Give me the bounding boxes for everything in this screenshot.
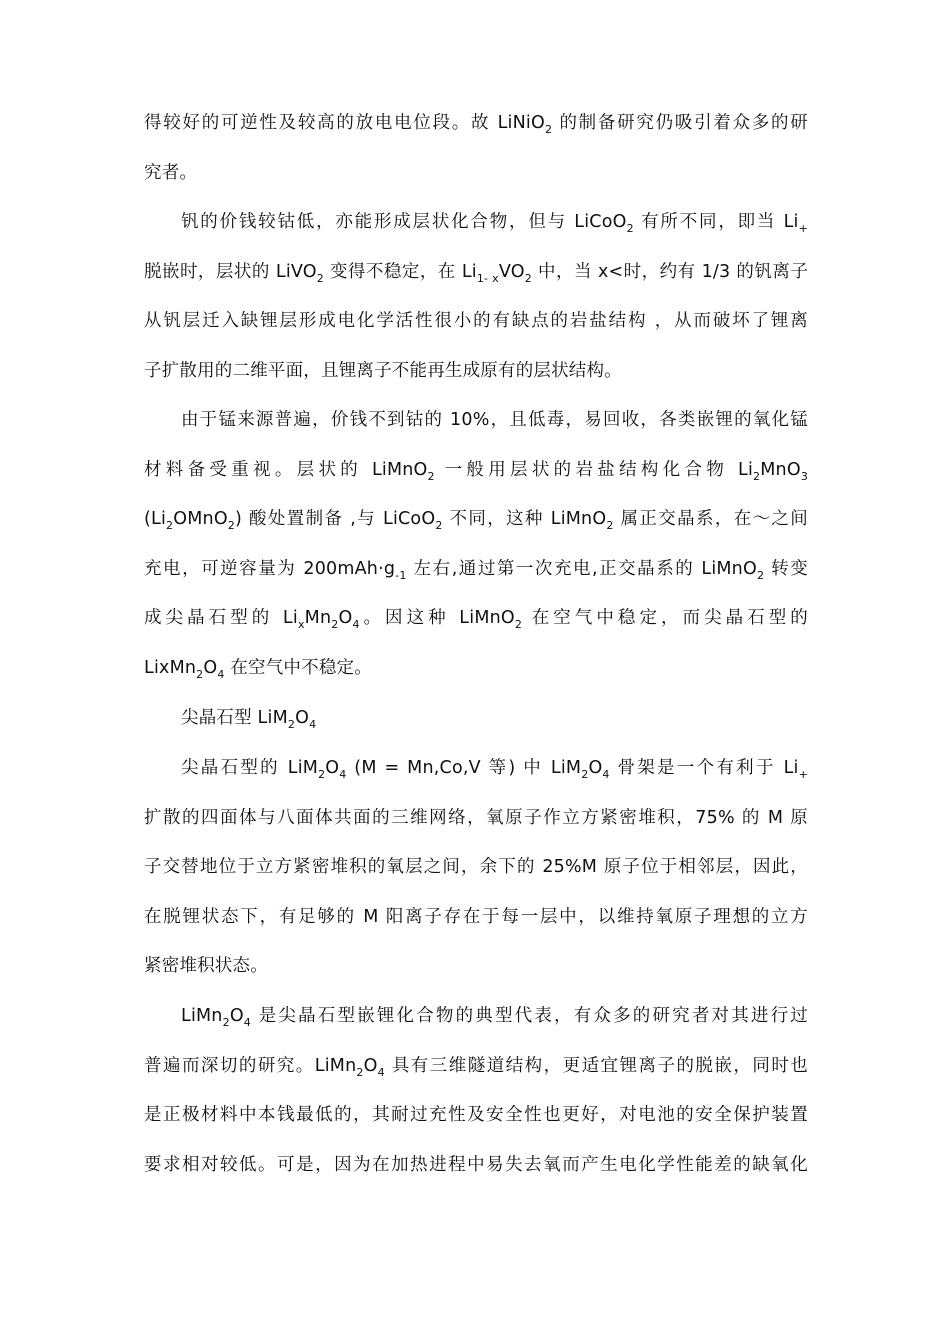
text-line: 钒的价钱较钴低，亦能形成层状化合物，但与 LiCoO$_2$ 有所不同，即当 $Li_+$ (181, 212, 808, 235)
text-line: 得较好的可逆性及较高的放电电位段。故 LiNiO$_2$ 的制备研究仍吸引着众多的研 (144, 113, 808, 136)
paragraph-manganese (144, 396, 808, 694)
text-line: 充电，可逆容量为 $200mAh\cdot g_{-1}$ 左右,通过第一次充电,正交晶系的 LiMnO$_2$ 转变 (144, 558, 808, 582)
text-line: 是正极材料中本钱最低的，其耐过充性及安全性也更好，对电池的安全保护装置 (144, 1105, 808, 1126)
text-line: 尖晶石型的 $LiM_2O_4$ (M = Mn,Co,V 等) 中 $LiM_2O_4$ 骨架是一个有利于 $Li_+$ (181, 758, 808, 781)
text-line: 由于锰来源普遍，价钱不到钴的 10%，且低毒，易回收，各类嵌锂的氧化锰 (181, 410, 808, 430)
paragraph-limn2o4 (144, 992, 808, 1190)
paragraph-spinel-structure (144, 744, 808, 992)
text-line: 脱嵌时，层状的 LiVO$_2$ 变得不稳定，在 $Li_{1- x}VO_2$ 中，当 x<时，约有 1/3 的钒离子 (144, 261, 809, 285)
heading-line: 尖晶石型 $LiM_2O_4$ (181, 708, 317, 731)
paragraph-vanadium (144, 198, 808, 396)
text-line: 究者。 (144, 162, 198, 183)
text-line: 在脱锂状态下，有足够的 M 阳离子存在于每一层中，以维持氧原子理想的立方 (144, 906, 808, 927)
text-line: $LixMn_2O_4$ 在空气中不稳定。 (144, 657, 372, 681)
text-line: 材料备受重视。层状的 LiMnO$_2$ 一般用层状的岩盐结构化合物 $Li_2MnO_3$ (144, 459, 809, 483)
text-line: 要求相对较低。可是，因为在加热进程中易失去氧而产生电化学性能差的缺氧化 (144, 1154, 808, 1175)
text-line: 普遍而深切的研究。$LiMn_2O_4$ 具有三维隧道结构，更适宜锂离子的脱嵌，同时也 (144, 1055, 808, 1079)
text-line: $LiMn_2O_4$ 是尖晶石型嵌锂化合物的典型代表，有众多的研究者对其进行过 (181, 1006, 808, 1029)
section-heading-spinel (144, 694, 808, 744)
text-line: 成尖晶石型的 $Li_xMn_2O_4$。因这种 LiMnO$_2$ 在空气中稳定，而尖晶石型的 (144, 608, 809, 632)
paragraph-linio2 (144, 99, 808, 198)
text-line: 紧密堆积状态。 (144, 956, 268, 977)
text-line: 从钒层迁入缺锂层形成电化学活性很小的有缺点的岩盐结构 ，从而破坏了锂离 (144, 311, 808, 332)
text-line: 子扩散用的二维平面，且锂离子不能再生成原有的层状结构。 (144, 360, 622, 381)
text-line: 子交替地位于立方紧密堆积的氧层之间，余下的 25%M 原子位于相邻层，因此， (144, 857, 808, 878)
text-line: $(Li_2OMnO_2)$ 酸处置制备 ,与 LiCoO$_2$ 不同，这种 LiMnO$_2$ 属正交晶系，在～之间 (144, 509, 809, 533)
text-line: 扩散的四面体与八面体共面的三维网络，氧原子作立方紧密堆积，75% 的 M 原 (144, 807, 808, 828)
